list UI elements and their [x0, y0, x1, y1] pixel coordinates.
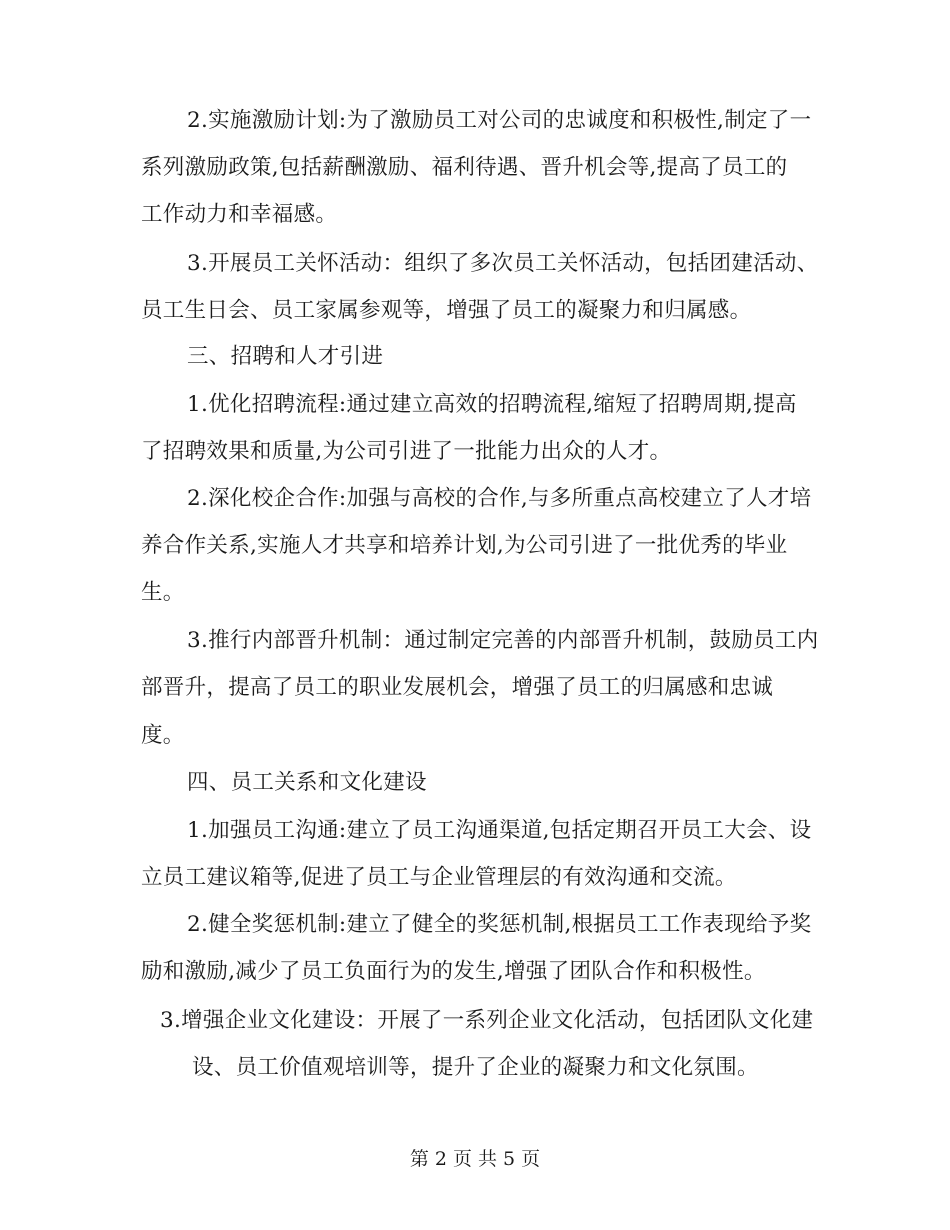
text-line: 部晋升，提高了员工的职业发展机会，增强了员工的归属感和忠诚	[141, 675, 774, 700]
text-line: 3.开展员工关怀活动：组织了多次员工关怀活动，包括团建活动、	[187, 251, 819, 276]
text-line: 生。	[141, 580, 185, 605]
section-heading: 三、招聘和人才引进	[187, 344, 384, 369]
text-line: 2.健全奖惩机制:建立了健全的奖惩机制,根据员工工作表现给予奖	[187, 912, 812, 937]
text-line: 1.加强员工沟通:建立了员工沟通渠道,包括定期召开员工大会、设	[187, 818, 812, 843]
section-heading: 四、员工关系和文化建设	[187, 770, 427, 795]
text-line: 设、员工价值观培训等，提升了企业的凝聚力和文化氛围。	[192, 1055, 759, 1080]
text-line: 员工生日会、员工家属参观等，增强了员工的凝聚力和归属感。	[141, 298, 752, 323]
text-line: 了招聘效果和质量,为公司引进了一批能力出众的人才。	[141, 439, 672, 464]
text-line: 3.推行内部晋升机制：通过制定完善的内部晋升机制，鼓励员工内	[187, 628, 819, 653]
text-line: 工作动力和幸福感。	[141, 202, 338, 227]
text-line: 度。	[141, 723, 185, 748]
text-line: 系列激励政策,包括薪酬激励、福利待遇、晋升机会等,提高了员工的	[141, 155, 788, 180]
text-line: 1.优化招聘流程:通过建立高效的招聘流程,缩短了招聘周期,提高	[187, 392, 797, 417]
text-line: 3.增强企业文化建设：开展了一系列企业文化活动，包括团队文化建	[160, 1008, 814, 1033]
text-line: 2.实施激励计划:为了激励员工对公司的忠诚度和积极性,制定了一	[187, 108, 812, 133]
text-line: 2.深化校企合作:加强与高校的合作,与多所重点高校建立了人才培	[187, 486, 812, 511]
page-number-footer: 第 2 页 共 5 页	[409, 1148, 541, 1170]
text-line: 养合作关系,实施人才共享和培养计划,为公司引进了一批优秀的毕业	[141, 533, 788, 558]
text-line: 立员工建议箱等,促进了员工与企业管理层的有效沟通和交流。	[141, 865, 737, 890]
text-line: 励和激励,减少了员工负面行为的发生,增强了团队合作和积极性。	[141, 959, 766, 984]
